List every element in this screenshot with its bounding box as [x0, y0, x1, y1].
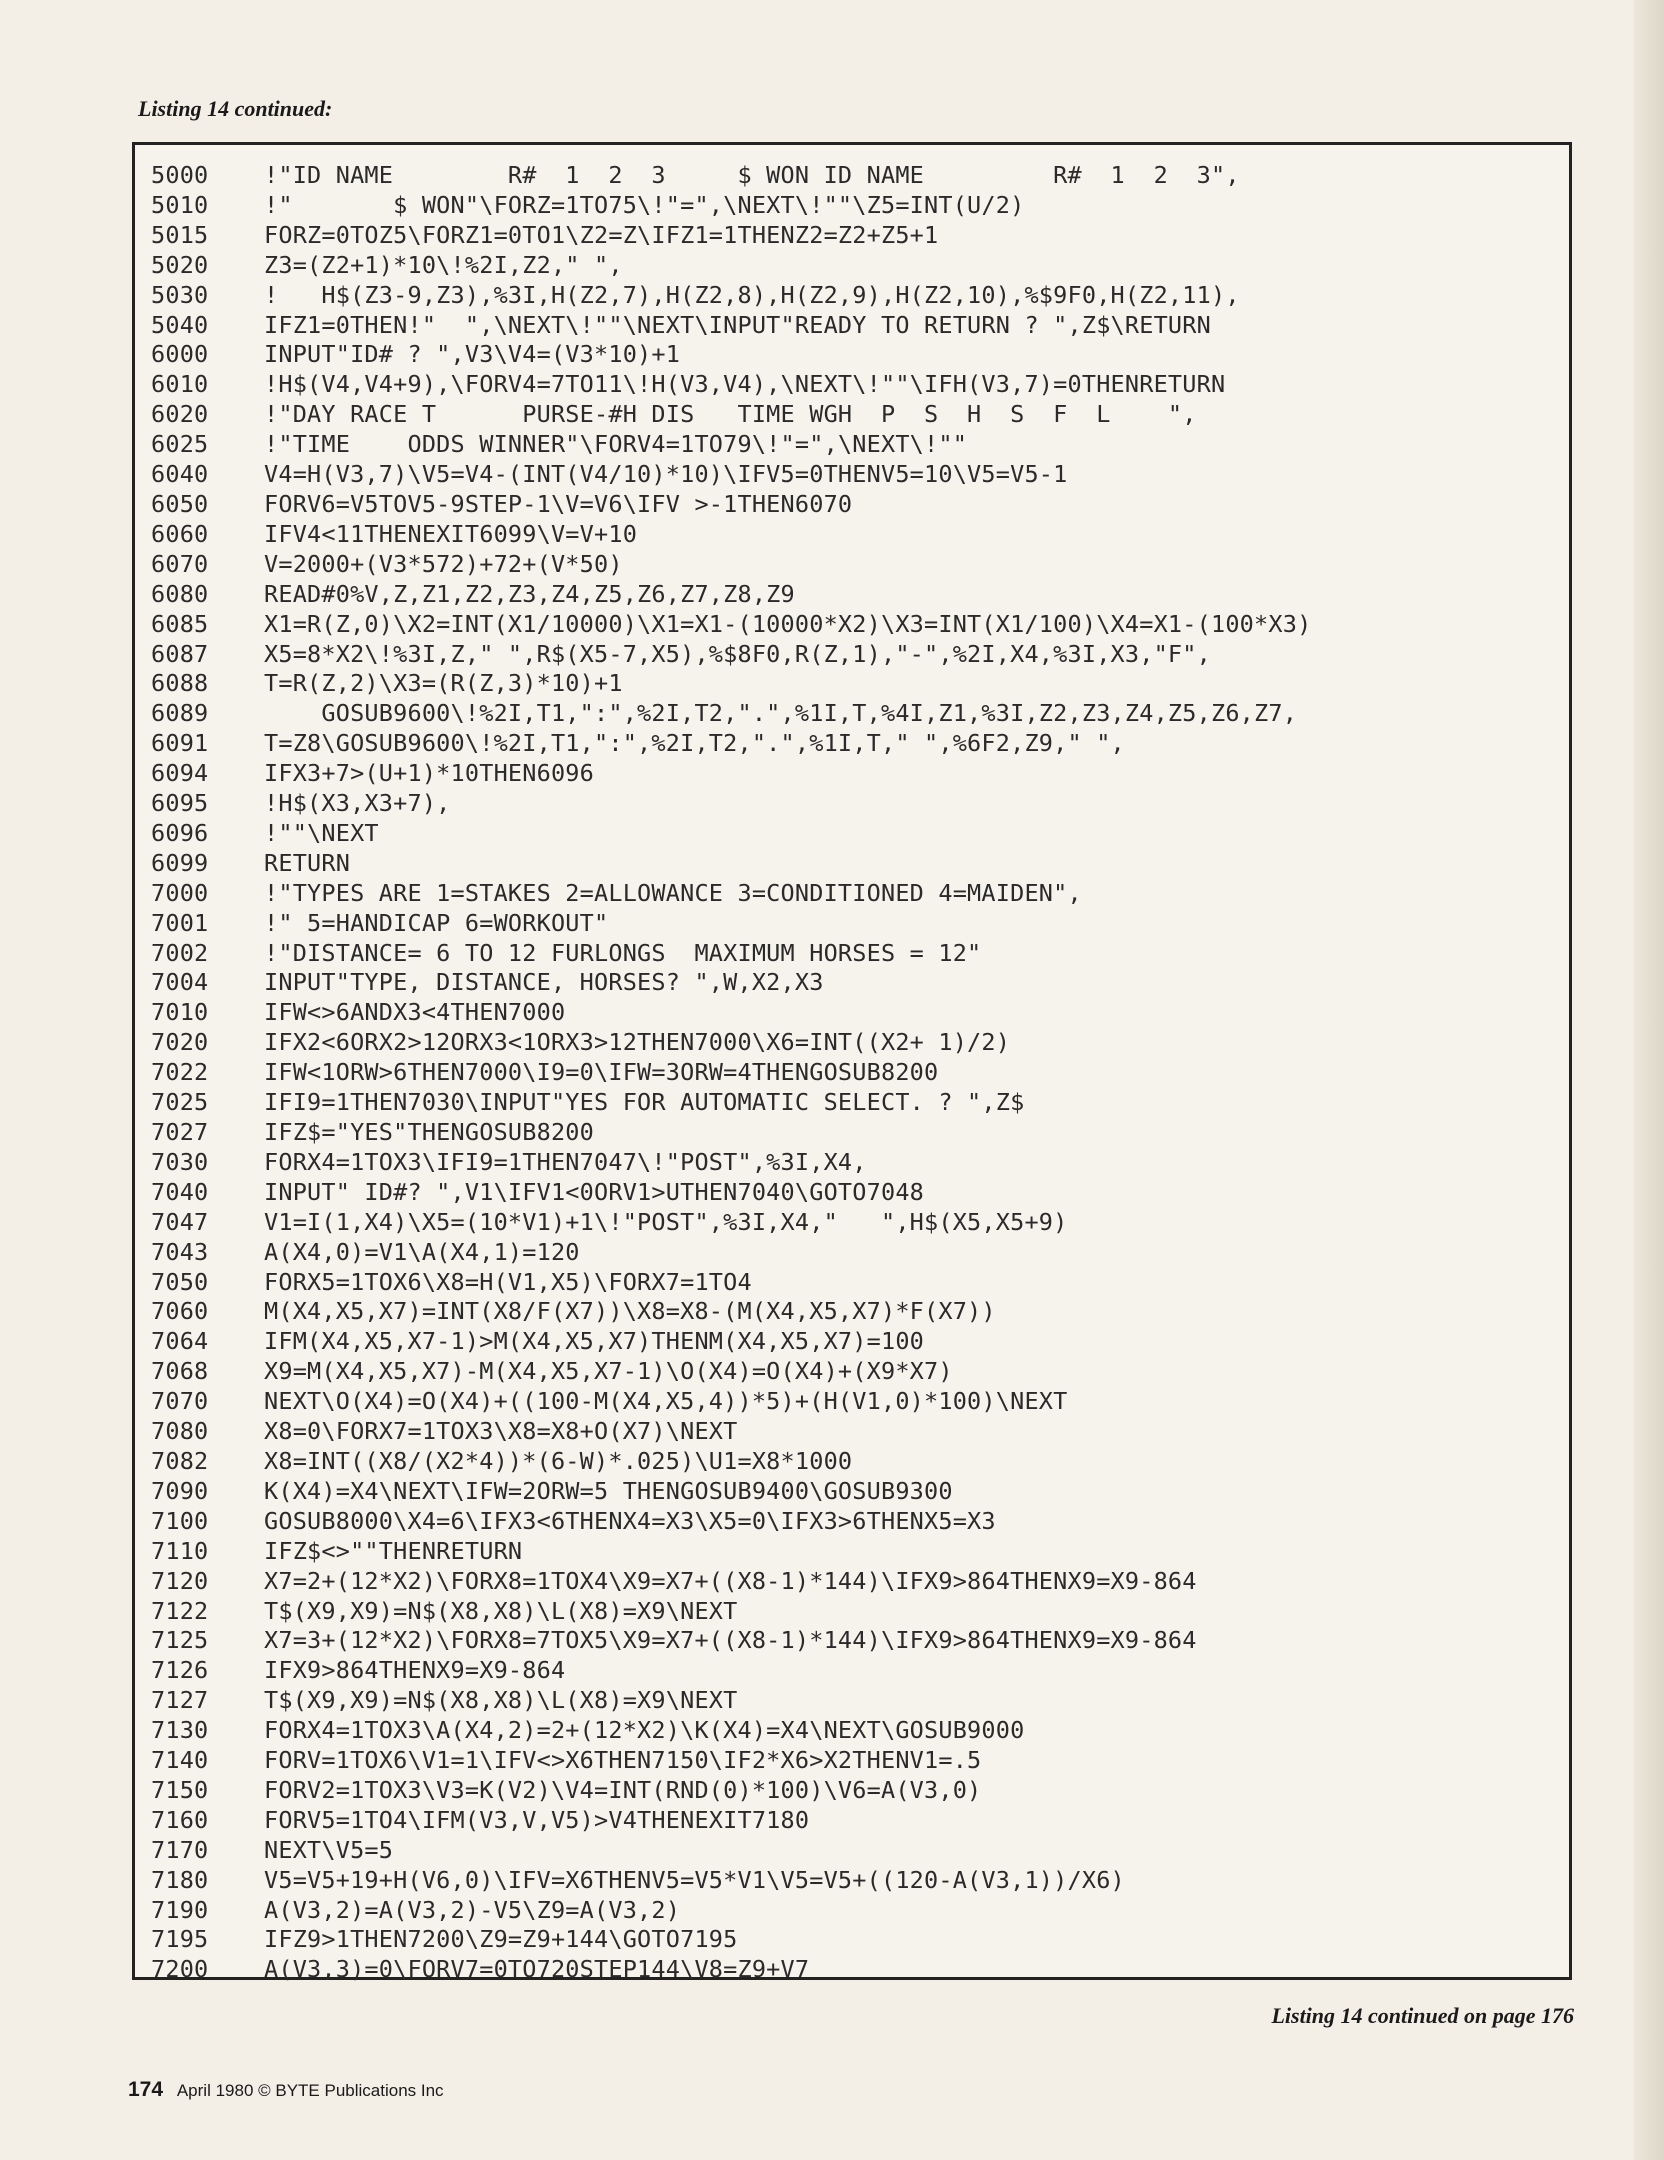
line-code: IFX3+7>(U+1)*10THEN6096	[264, 759, 595, 788]
code-line	[151, 580, 1559, 610]
line-number: 7126	[151, 1656, 209, 1685]
code-line	[151, 789, 1559, 819]
code-line	[151, 729, 1559, 759]
line-number: 7110	[151, 1536, 209, 1565]
code-line	[151, 640, 1559, 670]
line-code: READ#0%V,Z,Z1,Z2,Z3,Z4,Z5,Z6,Z7,Z8,Z9	[264, 579, 795, 608]
line-number: 7060	[151, 1297, 209, 1326]
line-code: FORZ=0TOZ5\FORZ1=0TO1\Z2=Z\IFZ1=1THENZ2=Z2+Z5+1	[264, 220, 939, 249]
line-number: 7027	[151, 1118, 209, 1146]
line-code: !H$(X3,X3+7),	[264, 789, 451, 818]
line-code: IFZ$="YES"THENGOSUB8200	[264, 1118, 595, 1146]
line-number: 7160	[151, 1805, 209, 1834]
line-code: IFZ9>1THEN7200\Z9=Z9+144\GOTO7195	[264, 1925, 738, 1954]
line-code: !"ID NAME R# 1 2 3 $ WON ID NAME R# 1 2 3",	[264, 161, 1240, 189]
code-line	[151, 1357, 1559, 1387]
line-code: X5=8*X2\!%3I,Z," ",R$(X5-7,X5),%$8F0,R(Z,1),"-",%2I,X4,%3I,X3,"F",	[264, 639, 1211, 668]
line-number: 7125	[151, 1626, 209, 1655]
line-number: 7040	[151, 1177, 209, 1206]
line-number: 5020	[151, 250, 209, 279]
code-line	[151, 1656, 1559, 1686]
line-code: FORV6=V5TOV5-9STEP-1\V=V6\IFV >-1THEN6070	[264, 489, 853, 518]
line-code: IFZ$<>""THENRETURN	[264, 1536, 523, 1565]
code-line	[151, 370, 1559, 400]
code-line	[151, 1686, 1559, 1716]
code-line	[151, 281, 1559, 311]
line-number: 7200	[151, 1955, 209, 1984]
code-line	[151, 161, 1559, 191]
line-number: 5040	[151, 310, 209, 339]
line-code: !"DAY RACE T PURSE-#H DIS TIME WGH P S H S F L ",	[264, 400, 1197, 429]
line-code: A(V3,3)=0\FORV7=0TO720STEP144\V8=Z9+V7	[264, 1955, 810, 1984]
line-code: V1=I(1,X4)\X5=(10*V1)+1\!"POST",%3I,X4," ",H$(X5,X5+9)	[264, 1207, 1068, 1236]
code-line	[151, 939, 1559, 969]
line-code: A(V3,2)=A(V3,2)-V5\Z9=A(V3,2)	[264, 1895, 681, 1924]
line-code: GOSUB9600\!%2I,T1,":",%2I,T2,".",%1I,T,%4I,Z1,%3I,Z2,Z3,Z4,Z5,Z6,Z7,	[264, 699, 1298, 728]
page-number: 174	[128, 2078, 164, 2101]
line-code: GOSUB8000\X4=6\IFX3<6THENX4=X3\X5=0\IFX3>6THENX5=X3	[264, 1506, 996, 1535]
line-number: 5010	[151, 190, 209, 219]
code-line	[151, 1118, 1559, 1148]
code-line	[151, 699, 1559, 729]
code-line	[151, 1866, 1559, 1896]
line-code: NEXT\V5=5	[264, 1835, 394, 1864]
line-code: FORX4=1TOX3\IFI9=1THEN7047\!"POST",%3I,X4,	[264, 1147, 867, 1176]
code-line	[151, 610, 1559, 640]
code-line	[151, 191, 1559, 221]
line-code: !"DISTANCE= 6 TO 12 FURLONGS MAXIMUM HORSES = 12"	[264, 938, 982, 967]
line-code: FORX5=1TOX6\X8=H(V1,X5)\FORX7=1TO4	[264, 1267, 752, 1296]
line-code: !H$(V4,V4+9),\FORV4=7TO11\!H(V3,V4),\NEXT\!""\IFH(V3,7)=0THENRETURN	[264, 370, 1226, 399]
line-number: 6099	[151, 848, 209, 877]
line-code: RETURN	[264, 848, 351, 877]
line-number: 7047	[151, 1207, 209, 1236]
code-listing-box	[132, 142, 1572, 1984]
line-number: 7082	[151, 1446, 209, 1475]
line-number: 5030	[151, 280, 209, 309]
code-line	[151, 1477, 1559, 1507]
code-line	[151, 1268, 1559, 1298]
code-line	[151, 550, 1559, 580]
code-line	[151, 1537, 1559, 1567]
line-code: V=2000+(V3*572)+72+(V*50)	[264, 549, 623, 578]
line-code: X8=INT((X8/(X2*4))*(6-W)*.025)\U1=X8*1000	[264, 1446, 853, 1475]
code-line	[151, 1925, 1559, 1955]
line-number: 7000	[151, 878, 209, 907]
code-listing	[151, 161, 1559, 1985]
line-code: !"TIME ODDS WINNER"\FORV4=1TO79\!"=",\NEXT\!""	[264, 430, 968, 459]
listing-heading: Listing 14 continued:	[138, 96, 333, 121]
line-code: IFX9>864THENX9=X9-864	[264, 1656, 566, 1685]
line-number: 7122	[151, 1596, 209, 1625]
code-line	[151, 1208, 1559, 1238]
line-number: 6096	[151, 818, 209, 847]
code-line	[151, 1028, 1559, 1058]
code-line	[151, 1597, 1559, 1627]
line-code: M(X4,X5,X7)=INT(X8/F(X7))\X8=X8-(M(X4,X5,X7)*F(X7))	[264, 1297, 996, 1326]
line-number: 7004	[151, 968, 209, 997]
line-number: 7070	[151, 1387, 209, 1416]
code-line	[151, 849, 1559, 879]
line-number: 7130	[151, 1716, 209, 1745]
line-number: 7100	[151, 1506, 209, 1535]
code-line	[151, 1417, 1559, 1447]
code-line	[151, 1716, 1559, 1746]
line-code: IFI9=1THEN7030\INPUT"YES FOR AUTOMATIC SELECT. ? ",Z$	[264, 1088, 1025, 1117]
line-number: 6070	[151, 549, 209, 578]
code-line	[151, 1178, 1559, 1208]
line-number: 6087	[151, 639, 209, 668]
line-code: !" $ WON"\FORZ=1TO75\!"=",\NEXT\!""\Z5=INT(U/2)	[264, 190, 1025, 219]
line-code: INPUT" ID#? ",V1\IFV1<0ORV1>UTHEN7040\GOTO7048	[264, 1177, 925, 1206]
line-code: ! H$(Z3-9,Z3),%3I,H(Z2,7),H(Z2,8),H(Z2,9),H(Z2,10),%$9F0,H(Z2,11),	[264, 280, 1240, 309]
code-line	[151, 251, 1559, 281]
code-line	[151, 1507, 1559, 1537]
line-number: 6050	[151, 489, 209, 518]
code-line	[151, 879, 1559, 909]
line-code: FORV5=1TO4\IFM(V3,V,V5)>V4THENEXIT7180	[264, 1805, 810, 1834]
line-number: 7050	[151, 1267, 209, 1296]
line-number: 7195	[151, 1925, 209, 1954]
line-code: X8=0\FORX7=1TOX3\X8=X8+O(X7)\NEXT	[264, 1417, 738, 1446]
code-line	[151, 1238, 1559, 1268]
code-line	[151, 1297, 1559, 1327]
code-line	[151, 520, 1559, 550]
code-line	[151, 1447, 1559, 1477]
code-line	[151, 1567, 1559, 1597]
line-code: T$(X9,X9)=N$(X8,X8)\L(X8)=X9\NEXT	[264, 1686, 738, 1715]
line-number: 7025	[151, 1088, 209, 1117]
line-number: 7002	[151, 938, 209, 967]
line-code: X9=M(X4,X5,X7)-M(X4,X5,X7-1)\O(X4)=O(X4)+(X9*X7)	[264, 1357, 953, 1386]
code-line	[151, 400, 1559, 430]
line-number: 7150	[151, 1775, 209, 1804]
code-line	[151, 221, 1559, 251]
code-line	[151, 998, 1559, 1028]
publication-info: April 1980 © BYTE Publications Inc	[176, 2081, 444, 2100]
line-code: !" 5=HANDICAP 6=WORKOUT"	[264, 908, 609, 937]
line-number: 7001	[151, 908, 209, 937]
line-code: IFX2<6ORX2>12ORX3<1ORX3>12THEN7000\X6=INT((X2+ 1)/2)	[264, 1028, 1011, 1057]
line-number: 6085	[151, 609, 209, 638]
line-number: 7010	[151, 998, 209, 1027]
code-line	[151, 1626, 1559, 1656]
code-line	[151, 1058, 1559, 1088]
line-code: FORX4=1TOX3\A(X4,2)=2+(12*X2)\K(X4)=X4\NEXT\GOSUB9000	[264, 1716, 1025, 1745]
code-line	[151, 1746, 1559, 1776]
line-code: IFZ1=0THEN!" ",\NEXT\!""\NEXT\INPUT"READY TO RETURN ? ",Z$\RETURN	[264, 310, 1211, 339]
line-code: Z3=(Z2+1)*10\!%2I,Z2," ",	[264, 250, 623, 279]
line-number: 6088	[151, 669, 209, 698]
code-line	[151, 968, 1559, 998]
line-code: T=R(Z,2)\X3=(R(Z,3)*10)+1	[264, 669, 623, 698]
line-number: 7022	[151, 1058, 209, 1087]
line-code: FORV2=1TOX3\V3=K(V2)\V4=INT(RND(0)*100)\V6=A(V3,0)	[264, 1775, 982, 1804]
code-line	[151, 1327, 1559, 1357]
code-line	[151, 430, 1559, 460]
code-line	[151, 1148, 1559, 1178]
line-number: 6091	[151, 729, 209, 758]
line-number: 7090	[151, 1476, 209, 1505]
line-number: 7190	[151, 1895, 209, 1924]
line-number: 7030	[151, 1147, 209, 1176]
line-number: 7140	[151, 1746, 209, 1775]
line-number: 7170	[151, 1835, 209, 1864]
line-code: K(X4)=X4\NEXT\IFW=2ORW=5 THENGOSUB9400\GOSUB9300	[264, 1476, 953, 1505]
line-number: 7068	[151, 1357, 209, 1386]
line-number: 7064	[151, 1327, 209, 1356]
line-number: 7120	[151, 1566, 209, 1595]
line-number: 7180	[151, 1865, 209, 1894]
line-number: 6010	[151, 370, 209, 399]
code-line	[151, 669, 1559, 699]
line-code: IFW<>6ANDX3<4THEN7000	[264, 998, 566, 1027]
line-code: V5=V5+19+H(V6,0)\IFV=X6THENV5=V5*V1\V5=V5+((120-A(V3,1))/X6)	[264, 1865, 1125, 1894]
line-number: 6095	[151, 789, 209, 818]
line-code: T=Z8\GOSUB9600\!%2I,T1,":",%2I,T2,".",%1I,T," ",%6F2,Z9," ",	[264, 729, 1125, 758]
code-line	[151, 1387, 1559, 1417]
line-number: 7020	[151, 1028, 209, 1057]
line-code: V4=H(V3,7)\V5=V4-(INT(V4/10)*10)\IFV5=0THENV5=10\V5=V5-1	[264, 460, 1068, 489]
code-line	[151, 1088, 1559, 1118]
line-code: NEXT\O(X4)=O(X4)+((100-M(X4,X5,4))*5)+(H(V1,0)*100)\NEXT	[264, 1387, 1068, 1416]
line-number: 5000	[151, 161, 209, 189]
line-number: 6000	[151, 340, 209, 369]
line-number: 6089	[151, 699, 209, 728]
code-line	[151, 1955, 1559, 1985]
line-number: 6025	[151, 430, 209, 459]
line-code: A(X4,0)=V1\A(X4,1)=120	[264, 1237, 580, 1266]
page-edge	[1634, 0, 1664, 2160]
code-line	[151, 311, 1559, 341]
continued-note: Listing 14 continued on page 176	[1271, 2003, 1574, 2028]
line-number: 6060	[151, 519, 209, 548]
line-code: !"TYPES ARE 1=STAKES 2=ALLOWANCE 3=CONDITIONED 4=MAIDEN",	[264, 878, 1082, 907]
code-line	[151, 1896, 1559, 1926]
code-line	[151, 490, 1559, 520]
line-number: 6040	[151, 460, 209, 489]
code-line	[151, 1836, 1559, 1866]
line-number: 7043	[151, 1237, 209, 1266]
page-footer	[128, 2078, 444, 2102]
line-number: 7080	[151, 1417, 209, 1446]
line-code: FORV=1TOX6\V1=1\IFV<>X6THEN7150\IF2*X6>X2THENV1=.5	[264, 1746, 982, 1775]
code-line	[151, 819, 1559, 849]
code-line	[151, 1776, 1559, 1806]
line-number: 7127	[151, 1686, 209, 1715]
line-code: X1=R(Z,0)\X2=INT(X1/10000)\X1=X1-(10000*X2)\X3=INT(X1/100)\X4=X1-(100*X3)	[264, 609, 1312, 638]
line-code: IFW<1ORW>6THEN7000\I9=0\IFW=3ORW=4THENGOSUB8200	[264, 1058, 939, 1087]
line-code: INPUT"TYPE, DISTANCE, HORSES? ",W,X2,X3	[264, 968, 824, 997]
line-code: T$(X9,X9)=N$(X8,X8)\L(X8)=X9\NEXT	[264, 1596, 738, 1625]
line-number: 6020	[151, 400, 209, 429]
line-code: INPUT"ID# ? ",V3\V4=(V3*10)+1	[264, 340, 681, 369]
code-line	[151, 759, 1559, 789]
line-number: 5015	[151, 220, 209, 249]
line-code: IFM(X4,X5,X7-1)>M(X4,X5,X7)THENM(X4,X5,X7)=100	[264, 1327, 925, 1356]
code-line	[151, 340, 1559, 370]
line-code: !""\NEXT	[264, 818, 379, 847]
line-number: 6094	[151, 759, 209, 788]
line-code: X7=2+(12*X2)\FORX8=1TOX4\X9=X7+((X8-1)*144)\IFX9>864THENX9=X9-864	[264, 1566, 1197, 1595]
line-number: 6080	[151, 579, 209, 608]
line-code: IFV4<11THENEXIT6099\V=V+10	[264, 519, 638, 548]
code-line	[151, 460, 1559, 490]
code-line	[151, 909, 1559, 939]
code-line	[151, 1806, 1559, 1836]
line-code: X7=3+(12*X2)\FORX8=7TOX5\X9=X7+((X8-1)*144)\IFX9>864THENX9=X9-864	[264, 1626, 1197, 1655]
